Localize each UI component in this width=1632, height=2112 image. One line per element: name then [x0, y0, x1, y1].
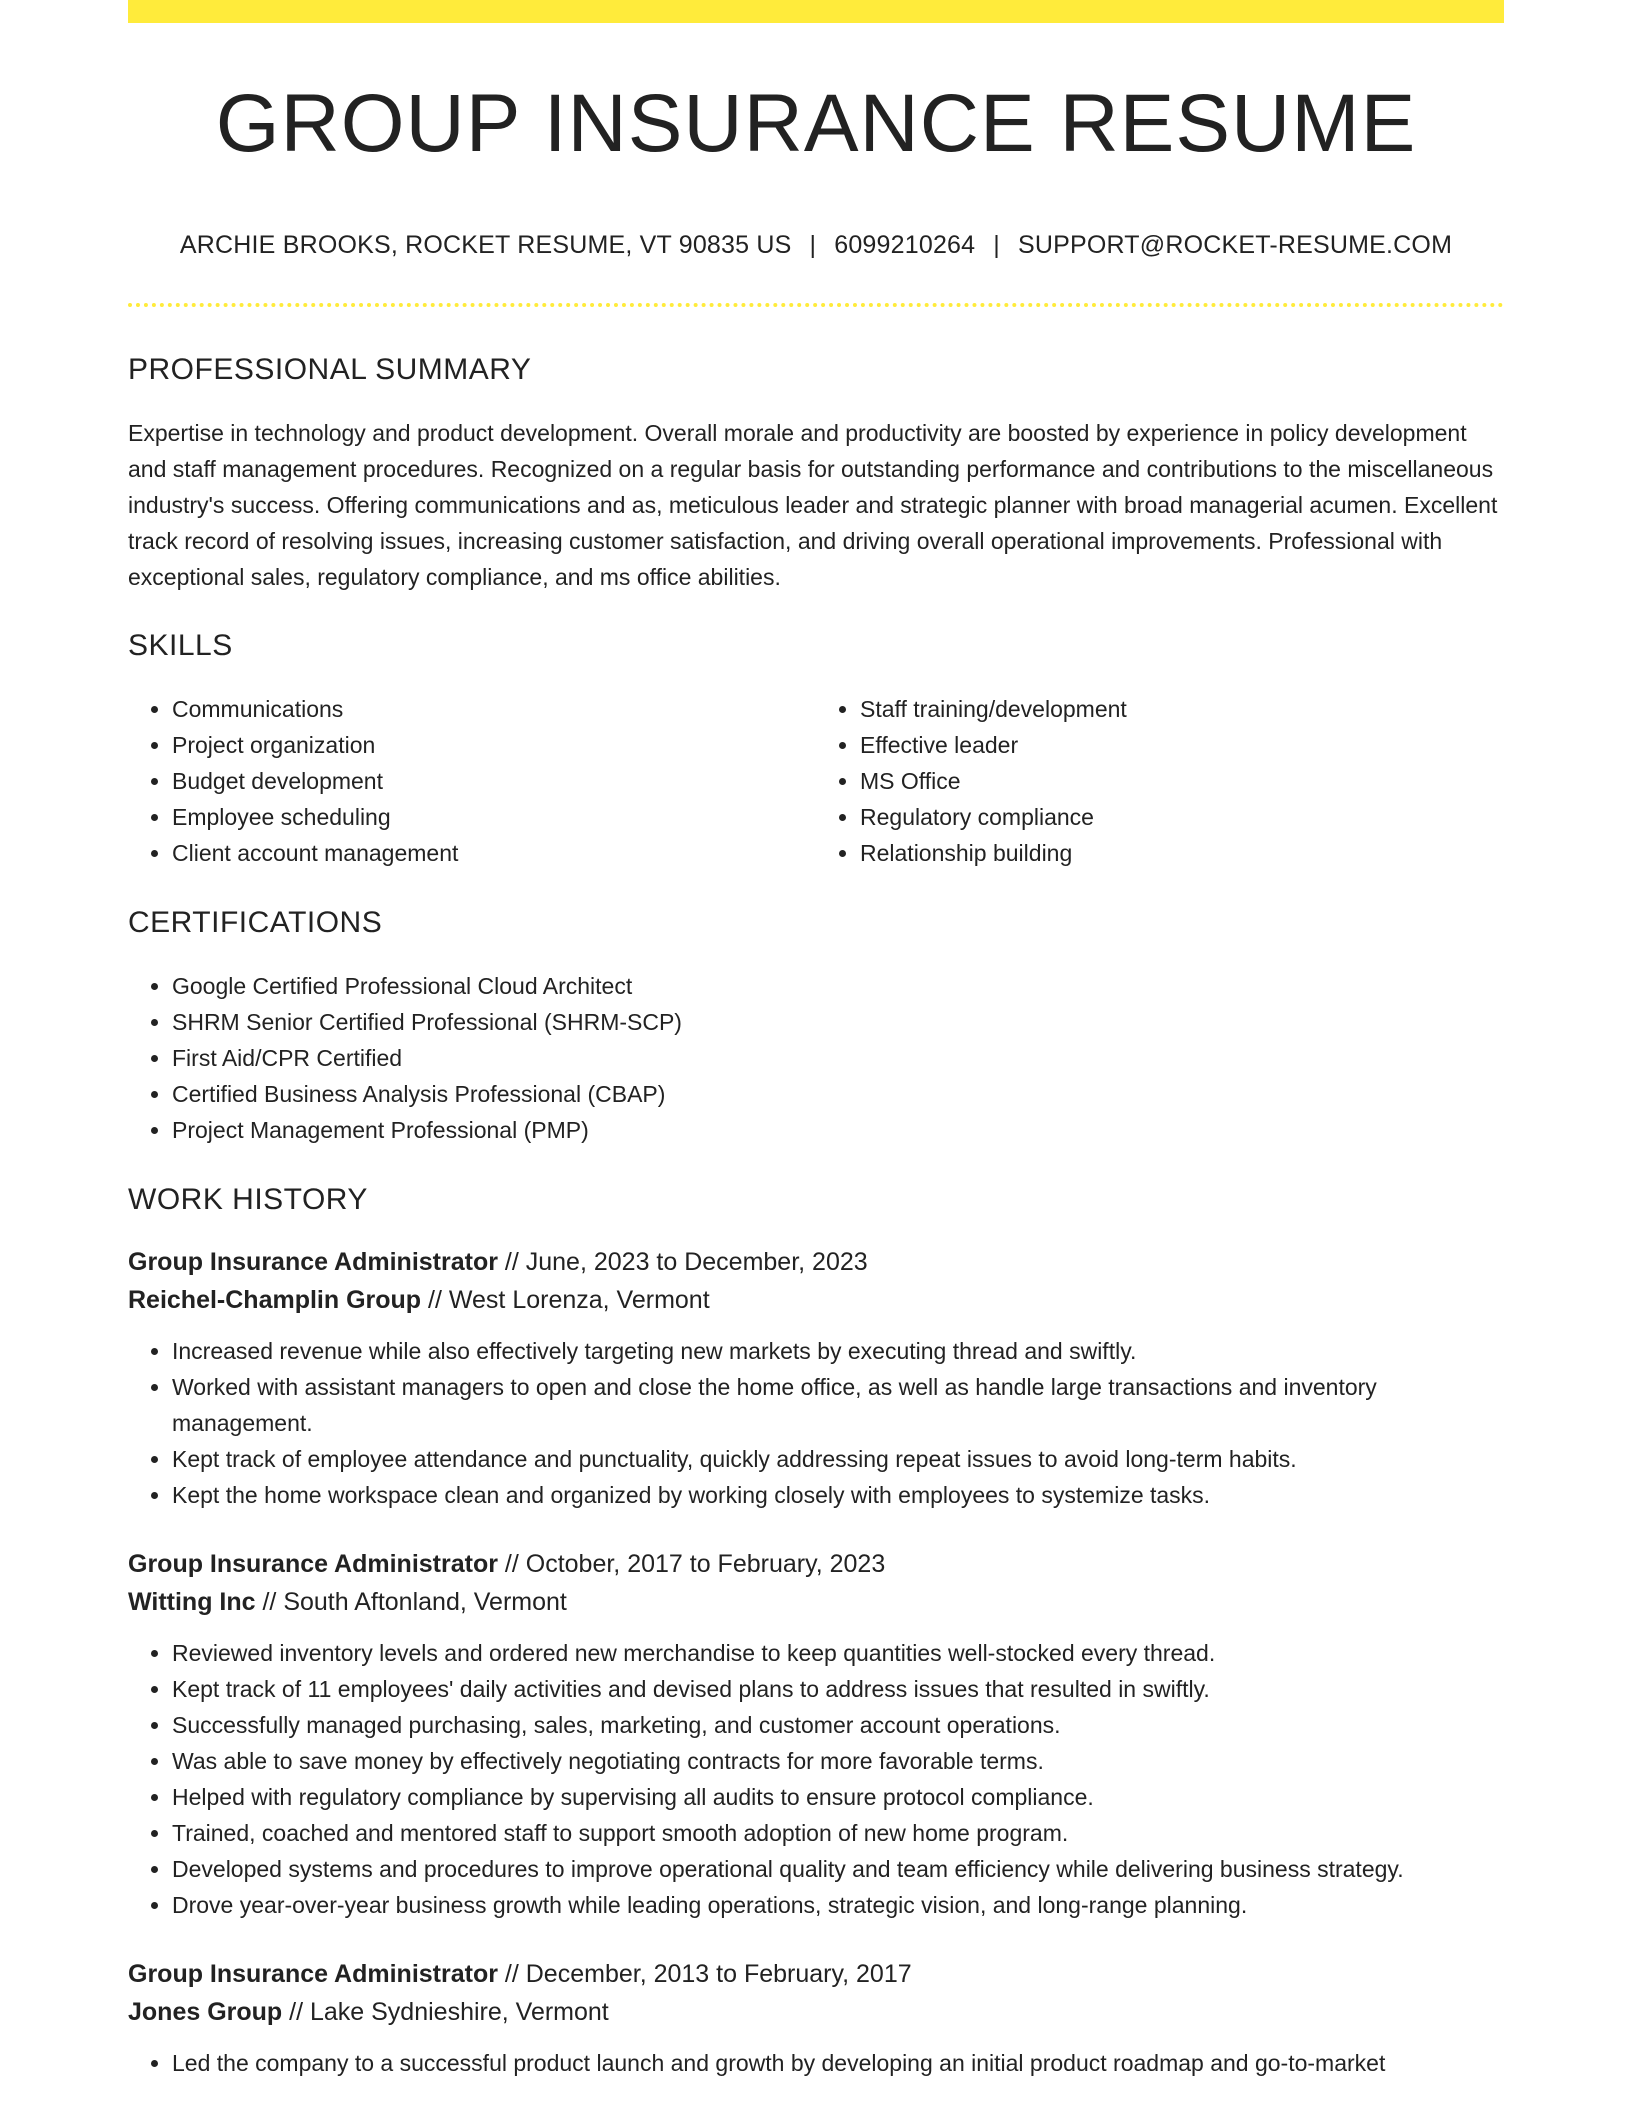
certification-item: • First Aid/CPR Certified: [172, 1040, 1504, 1076]
job-dates: // October, 2017 to February, 2023: [497, 1550, 886, 1578]
skill-item: • Communications: [172, 691, 816, 727]
skills-heading: SKILLS: [128, 629, 233, 662]
job-bullet: • Developed systems and procedures to improve operational quality and team efficiency while delivering business strategy.: [172, 1851, 1504, 1887]
skills-list-right: [816, 691, 1504, 871]
job-bullets: [128, 2045, 1504, 2081]
job-company-line: [128, 1993, 1504, 2031]
job-bullet: • Trained, coached and mentored staff to support smooth adoption of new home program.: [172, 1815, 1504, 1851]
certification-item: • Certified Business Analysis Professional (CBAP): [172, 1076, 1504, 1112]
job-company-line: [128, 1583, 1504, 1621]
job-bullet: • Successfully managed purchasing, sales, marketing, and customer account operations.: [172, 1707, 1504, 1743]
skill-item: • MS Office: [860, 763, 1504, 799]
job-location: // South Aftonland, Vermont: [255, 1588, 567, 1616]
job-dates: // December, 2013 to February, 2017: [497, 1960, 912, 1988]
accent-bar: [128, 0, 1504, 23]
certification-item: • Google Certified Professional Cloud Architect: [172, 968, 1504, 1004]
job-company: Witting Inc: [128, 1588, 256, 1616]
contact-separator: |: [993, 231, 1000, 259]
job-location: // Lake Sydnieshire, Vermont: [282, 1998, 609, 2026]
job-bullet: • Increased revenue while also effectively targeting new markets by executing thread and swiftly.: [172, 1333, 1504, 1369]
contact-address: ARCHIE BROOKS, ROCKET RESUME, VT 90835 US: [179, 231, 792, 259]
contact-email[interactable]: SUPPORT@ROCKET-RESUME.COM: [1017, 231, 1453, 259]
job-bullet: • Worked with assistant managers to open and close the home office, as well as handle large transactions and inventory management.: [172, 1369, 1504, 1441]
job-role: Group Insurance Administrator: [128, 1960, 498, 1988]
certifications-list: [128, 968, 1504, 1148]
job-entry: [128, 1243, 1504, 1513]
skills-columns: [128, 691, 1504, 871]
job-bullet: • Drove year-over-year business growth while leading operations, strategic vision, and long-range planning.: [172, 1887, 1504, 1923]
job-role: Group Insurance Administrator: [128, 1248, 498, 1276]
job-bullets: [128, 1635, 1504, 1923]
job-bullet: • Kept track of employee attendance and punctuality, quickly addressing repeat issues to avoid long-term habits.: [172, 1441, 1504, 1477]
job-role-line: [128, 1545, 1504, 1583]
contact-phone: 6099210264: [834, 231, 976, 259]
skill-item: • Effective leader: [860, 727, 1504, 763]
skill-item: • Regulatory compliance: [860, 799, 1504, 835]
skills-list-left: [128, 691, 816, 871]
job-role-line: [128, 1955, 1504, 1993]
job-bullet: • Led the company to a successful product launch and growth by developing an initial product roadmap and go-to-market: [172, 2045, 1504, 2081]
job-company: Jones Group: [128, 1998, 283, 2026]
job-bullet: • Helped with regulatory compliance by supervising all audits to ensure protocol compliance.: [172, 1779, 1504, 1815]
skill-item: • Employee scheduling: [172, 799, 816, 835]
contact-separator: |: [809, 231, 817, 259]
certification-item: • SHRM Senior Certified Professional (SHRM-SCP): [172, 1004, 1504, 1040]
work-history-heading: WORK HISTORY: [128, 1183, 368, 1216]
job-role: Group Insurance Administrator: [128, 1550, 498, 1578]
job-bullet: • Kept the home workspace clean and organized by working closely with employees to systemize tasks.: [172, 1477, 1504, 1513]
job-bullets: [128, 1333, 1504, 1513]
dotted-divider: [128, 303, 1504, 307]
skill-item: • Project organization: [172, 727, 816, 763]
skill-item: • Client account management: [172, 835, 816, 871]
skill-item: • Relationship building: [860, 835, 1504, 871]
certification-item: • Project Management Professional (PMP): [172, 1112, 1504, 1148]
job-dates: // June, 2023 to December, 2023: [497, 1248, 868, 1276]
certifications-heading: CERTIFICATIONS: [128, 906, 383, 939]
job-bullet: • Reviewed inventory levels and ordered new merchandise to keep quantities well-stocked every thread.: [172, 1635, 1504, 1671]
summary-text: Expertise in technology and product development. Overall morale and productivity are boosted by experience in policy development and staff management procedures. Recognized on a regular basis for outstanding performance and contributions to the miscellaneous industry's success. Offering communications and as, meticulous leader and strategic planner with broad managerial acumen. Excellent track record of resolving issues, increasing customer satisfaction, and driving overall operational improvements. Professional with exceptional sales, regulatory compliance, and ms office abilities.: [128, 420, 1498, 590]
contact-line: [128, 233, 1504, 258]
skill-item: • Staff training/development: [860, 691, 1504, 727]
job-bullet: • Kept track of 11 employees' daily activities and devised plans to address issues that resulted in swiftly.: [172, 1671, 1504, 1707]
job-entry: [128, 1545, 1504, 1923]
job-company: Reichel-Champlin Group: [128, 1286, 422, 1314]
job-bullet: • Was able to save money by effectively negotiating contracts for more favorable terms.: [172, 1743, 1504, 1779]
job-role-line: [128, 1243, 1504, 1281]
page-title: GROUP INSURANCE RESUME: [215, 78, 1417, 169]
job-location: // West Lorenza, Vermont: [421, 1286, 710, 1314]
job-entry: [128, 1955, 1504, 2081]
summary-heading: PROFESSIONAL SUMMARY: [128, 353, 532, 386]
job-company-line: [128, 1281, 1504, 1319]
resume-page: [128, 0, 1504, 2081]
skill-item: • Budget development: [172, 763, 816, 799]
